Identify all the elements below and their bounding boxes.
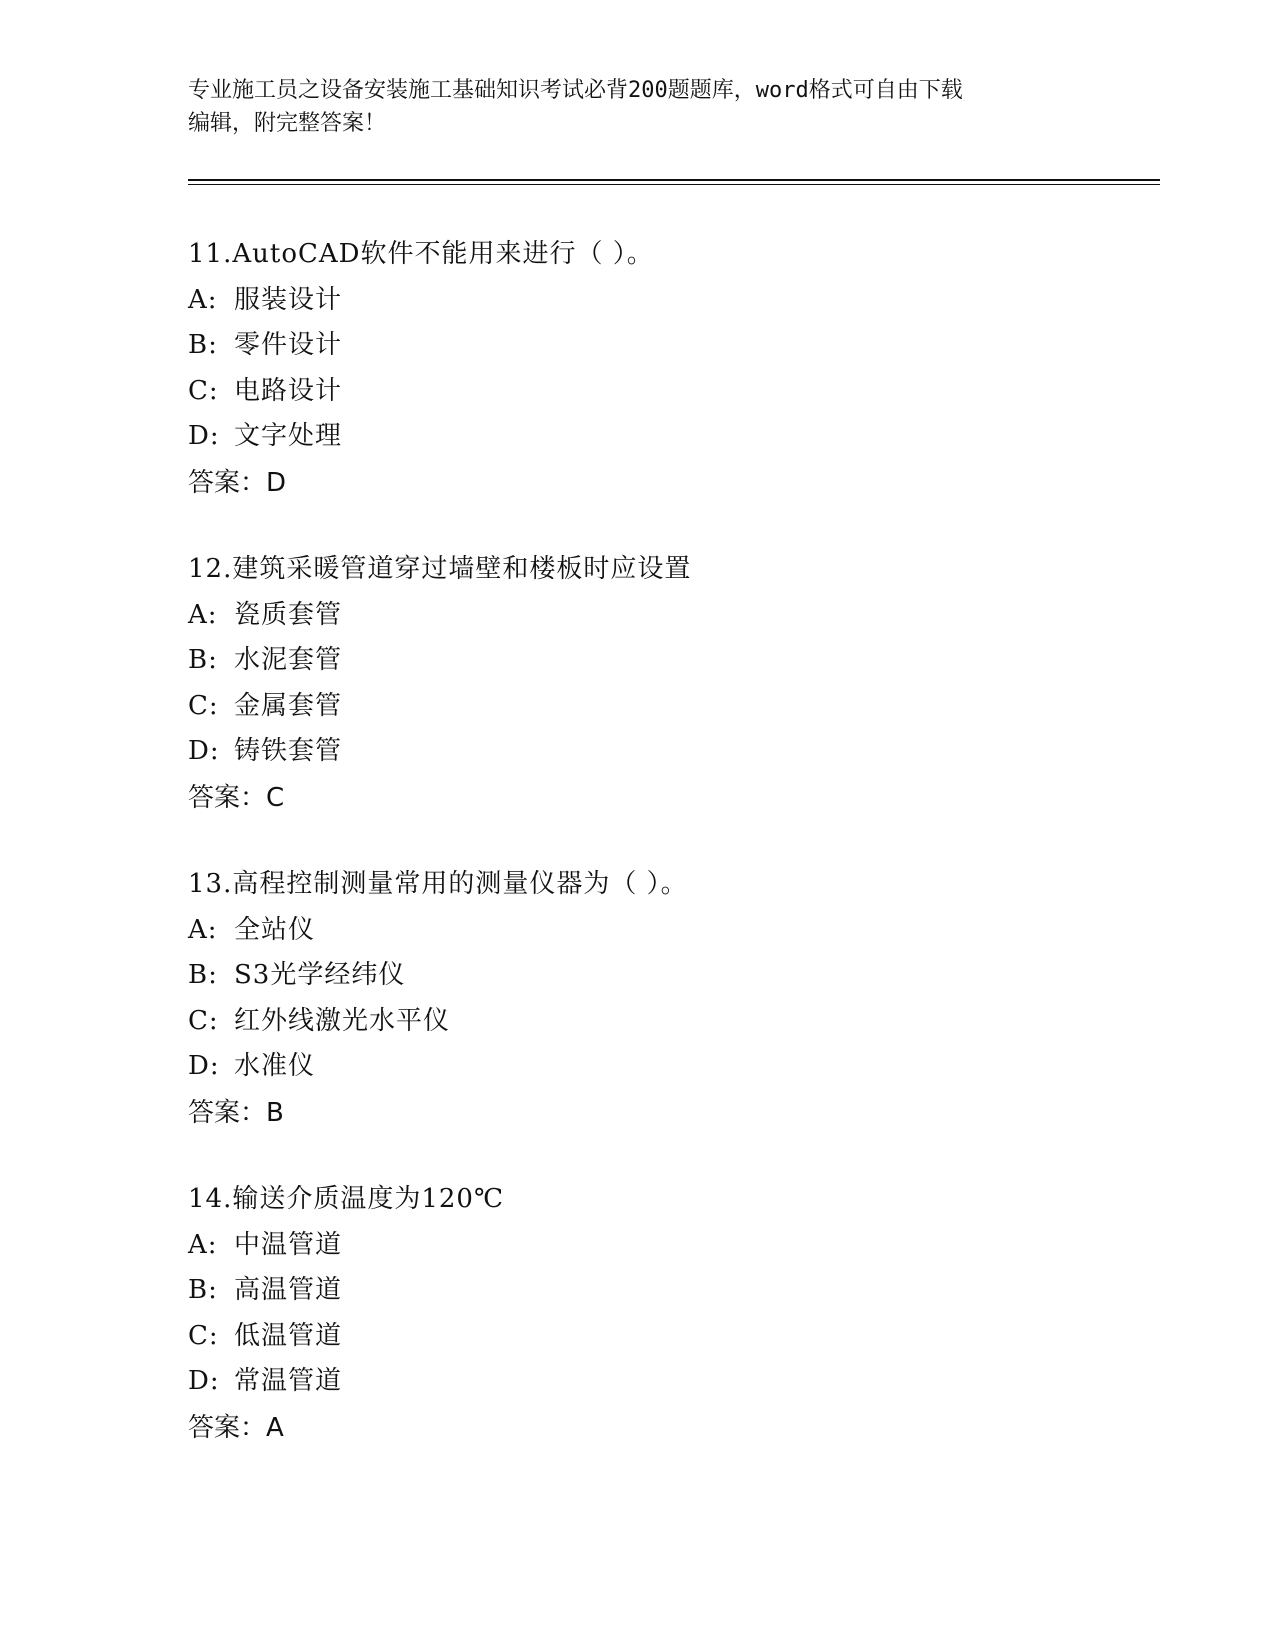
option-letter: C: [188,690,219,721]
answer-line: 答案：D [188,467,287,498]
option-d [188,414,1138,460]
option-a [188,1223,1138,1269]
option-letter: C: [188,1320,219,1351]
option-text: 水泥套管 [234,645,343,675]
option-letter: A: [188,914,218,945]
option-text: 瓷质套管 [234,599,343,630]
option-b [188,638,1138,684]
option-text: 电路设计 [234,375,343,406]
option-d [188,1044,1138,1090]
option-text: 水准仪 [234,1051,316,1081]
option-letter: A: [188,284,218,315]
option-c [188,684,1138,730]
question-title: 11.AutoCAD软件不能用来进行（ ）。 [188,239,654,269]
header-divider-thick [188,179,1160,181]
option-letter: D: [188,736,220,766]
option-b [188,323,1138,369]
option-a [188,278,1138,324]
question-block [188,1177,1138,1451]
option-c [188,369,1138,415]
option-text: 金属套管 [234,690,343,721]
question-block [188,232,1138,506]
option-d [188,729,1138,775]
option-letter: C: [188,1005,219,1036]
option-text: 红外线激光水平仪 [234,1005,451,1036]
option-text: 高温管道 [234,1275,343,1305]
option-text: 零件设计 [234,330,343,360]
question-title: 14.输送介质温度为120℃ [188,1184,505,1214]
option-letter: D: [188,1366,220,1396]
answer-line: 答案：C [188,782,285,813]
option-letter: D: [188,1051,220,1081]
header-divider-thin [188,184,1160,185]
option-a [188,908,1138,954]
document-header [188,74,1088,140]
option-text: 低温管道 [234,1320,343,1351]
option-c [188,1314,1138,1360]
option-text: 全站仪 [234,914,316,945]
option-b [188,953,1138,999]
option-letter: D: [188,421,220,451]
option-letter: B: [188,330,218,360]
question-block [188,547,1138,821]
option-b [188,1268,1138,1314]
option-letter: A: [188,599,218,630]
header-line-2: 编辑，附完整答案！ [188,111,387,136]
option-text: 服装设计 [234,284,343,315]
option-text: 文字处理 [234,421,343,451]
option-d [188,1359,1138,1405]
question-block [188,862,1138,1136]
option-text: S3光学经纬仪 [234,960,406,990]
question-title: 13.高程控制测量常用的测量仪器为（ ）。 [188,869,688,899]
answer-line: 答案：B [188,1097,284,1128]
option-text: 铸铁套管 [234,736,343,766]
option-letter: C: [188,375,219,406]
option-letter: B: [188,1275,218,1305]
option-text: 中温管道 [234,1229,343,1260]
option-a [188,593,1138,639]
option-text: 常温管道 [234,1366,343,1396]
option-letter: A: [188,1229,218,1260]
header-line-1: 专业施工员之设备安装施工基础知识考试必背200题题库，word格式可自由下载 [188,78,963,103]
answer-line: 答案：A [188,1412,284,1443]
option-c [188,999,1138,1045]
option-letter: B: [188,645,218,675]
option-letter: B: [188,960,218,990]
question-title: 12.建筑采暖管道穿过墙壁和楼板时应设置 [188,554,692,584]
